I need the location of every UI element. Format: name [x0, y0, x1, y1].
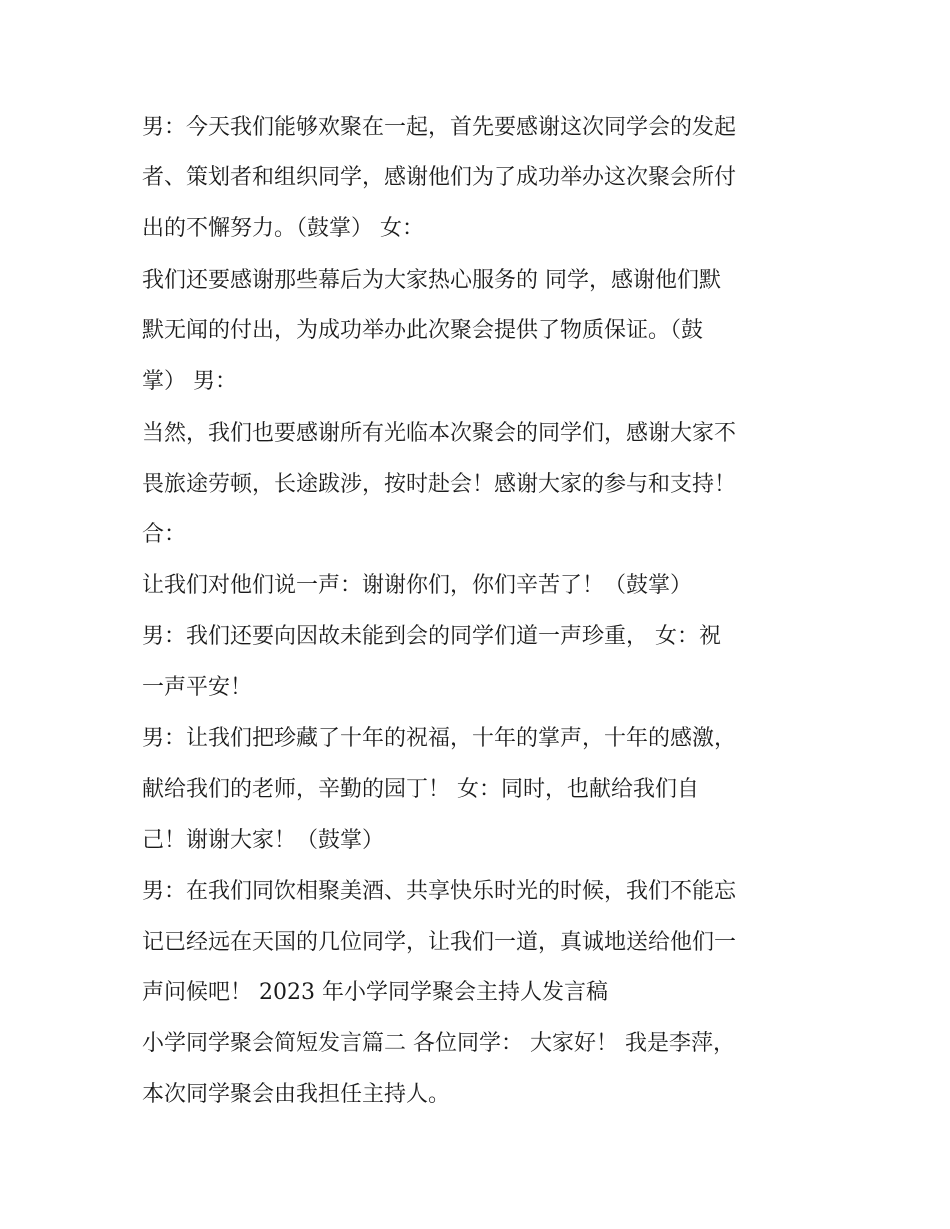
text-line: 本次同学聚会由我担任主持人。 [142, 1082, 451, 1107]
text-line: 默无闻的付出，为成功举办此次聚会提供了物质保证。（鼓 [142, 318, 704, 343]
text-line: 我们还要感谢那些幕后为大家热心服务的 同学，感谢他们默 [142, 268, 721, 293]
text-line: 男：在我们同饮相聚美酒、共享快乐时光的时候，我们不能忘 [142, 879, 737, 904]
text-line: 合： [142, 522, 187, 547]
text-line: 记已经远在天国的几位同学，让我们一道，真诚地送给他们一 [142, 930, 737, 955]
text-line: 让我们对他们说一声：谢谢你们，你们辛苦了！（鼓掌） [142, 573, 693, 598]
text-line: 献给我们的老师，辛勤的园丁！ 女：同时，也献给我们自 [142, 777, 699, 802]
text-line: 当然，我们也要感谢所有光临本次聚会的同学们，感谢大家不 [142, 421, 737, 446]
text-line: 男：让我们把珍藏了十年的祝福，十年的掌声，十年的感激， [142, 726, 737, 751]
text-line: 畏旅途劳顿，长途跋涉，按时赴会！感谢大家的参与和支持！ [142, 472, 737, 497]
text-line: 一声平安！ [142, 675, 253, 700]
text-line: 出的不懈努力。（鼓掌） 女： [142, 216, 424, 241]
text-line: 掌） 男： [142, 369, 237, 394]
text-line: 小学同学聚会简短发言篇二 各位同学： 大家好！ 我是李萍， [142, 1031, 735, 1056]
text-line: 己！谢谢大家！（鼓掌） [142, 828, 385, 853]
text-line: 男：今天我们能够欢聚在一起，首先要感谢这次同学会的发起 [142, 115, 737, 140]
text-line: 者、策划者和组织同学，感谢他们为了成功举办这次聚会所付 [142, 165, 737, 190]
text-line: 声问候吧！ 2023 年小学同学聚会主持人发言稿 [142, 980, 608, 1005]
text-line: 男：我们还要向因故未能到会的同学们道一声珍重， 女：祝 [142, 624, 721, 649]
